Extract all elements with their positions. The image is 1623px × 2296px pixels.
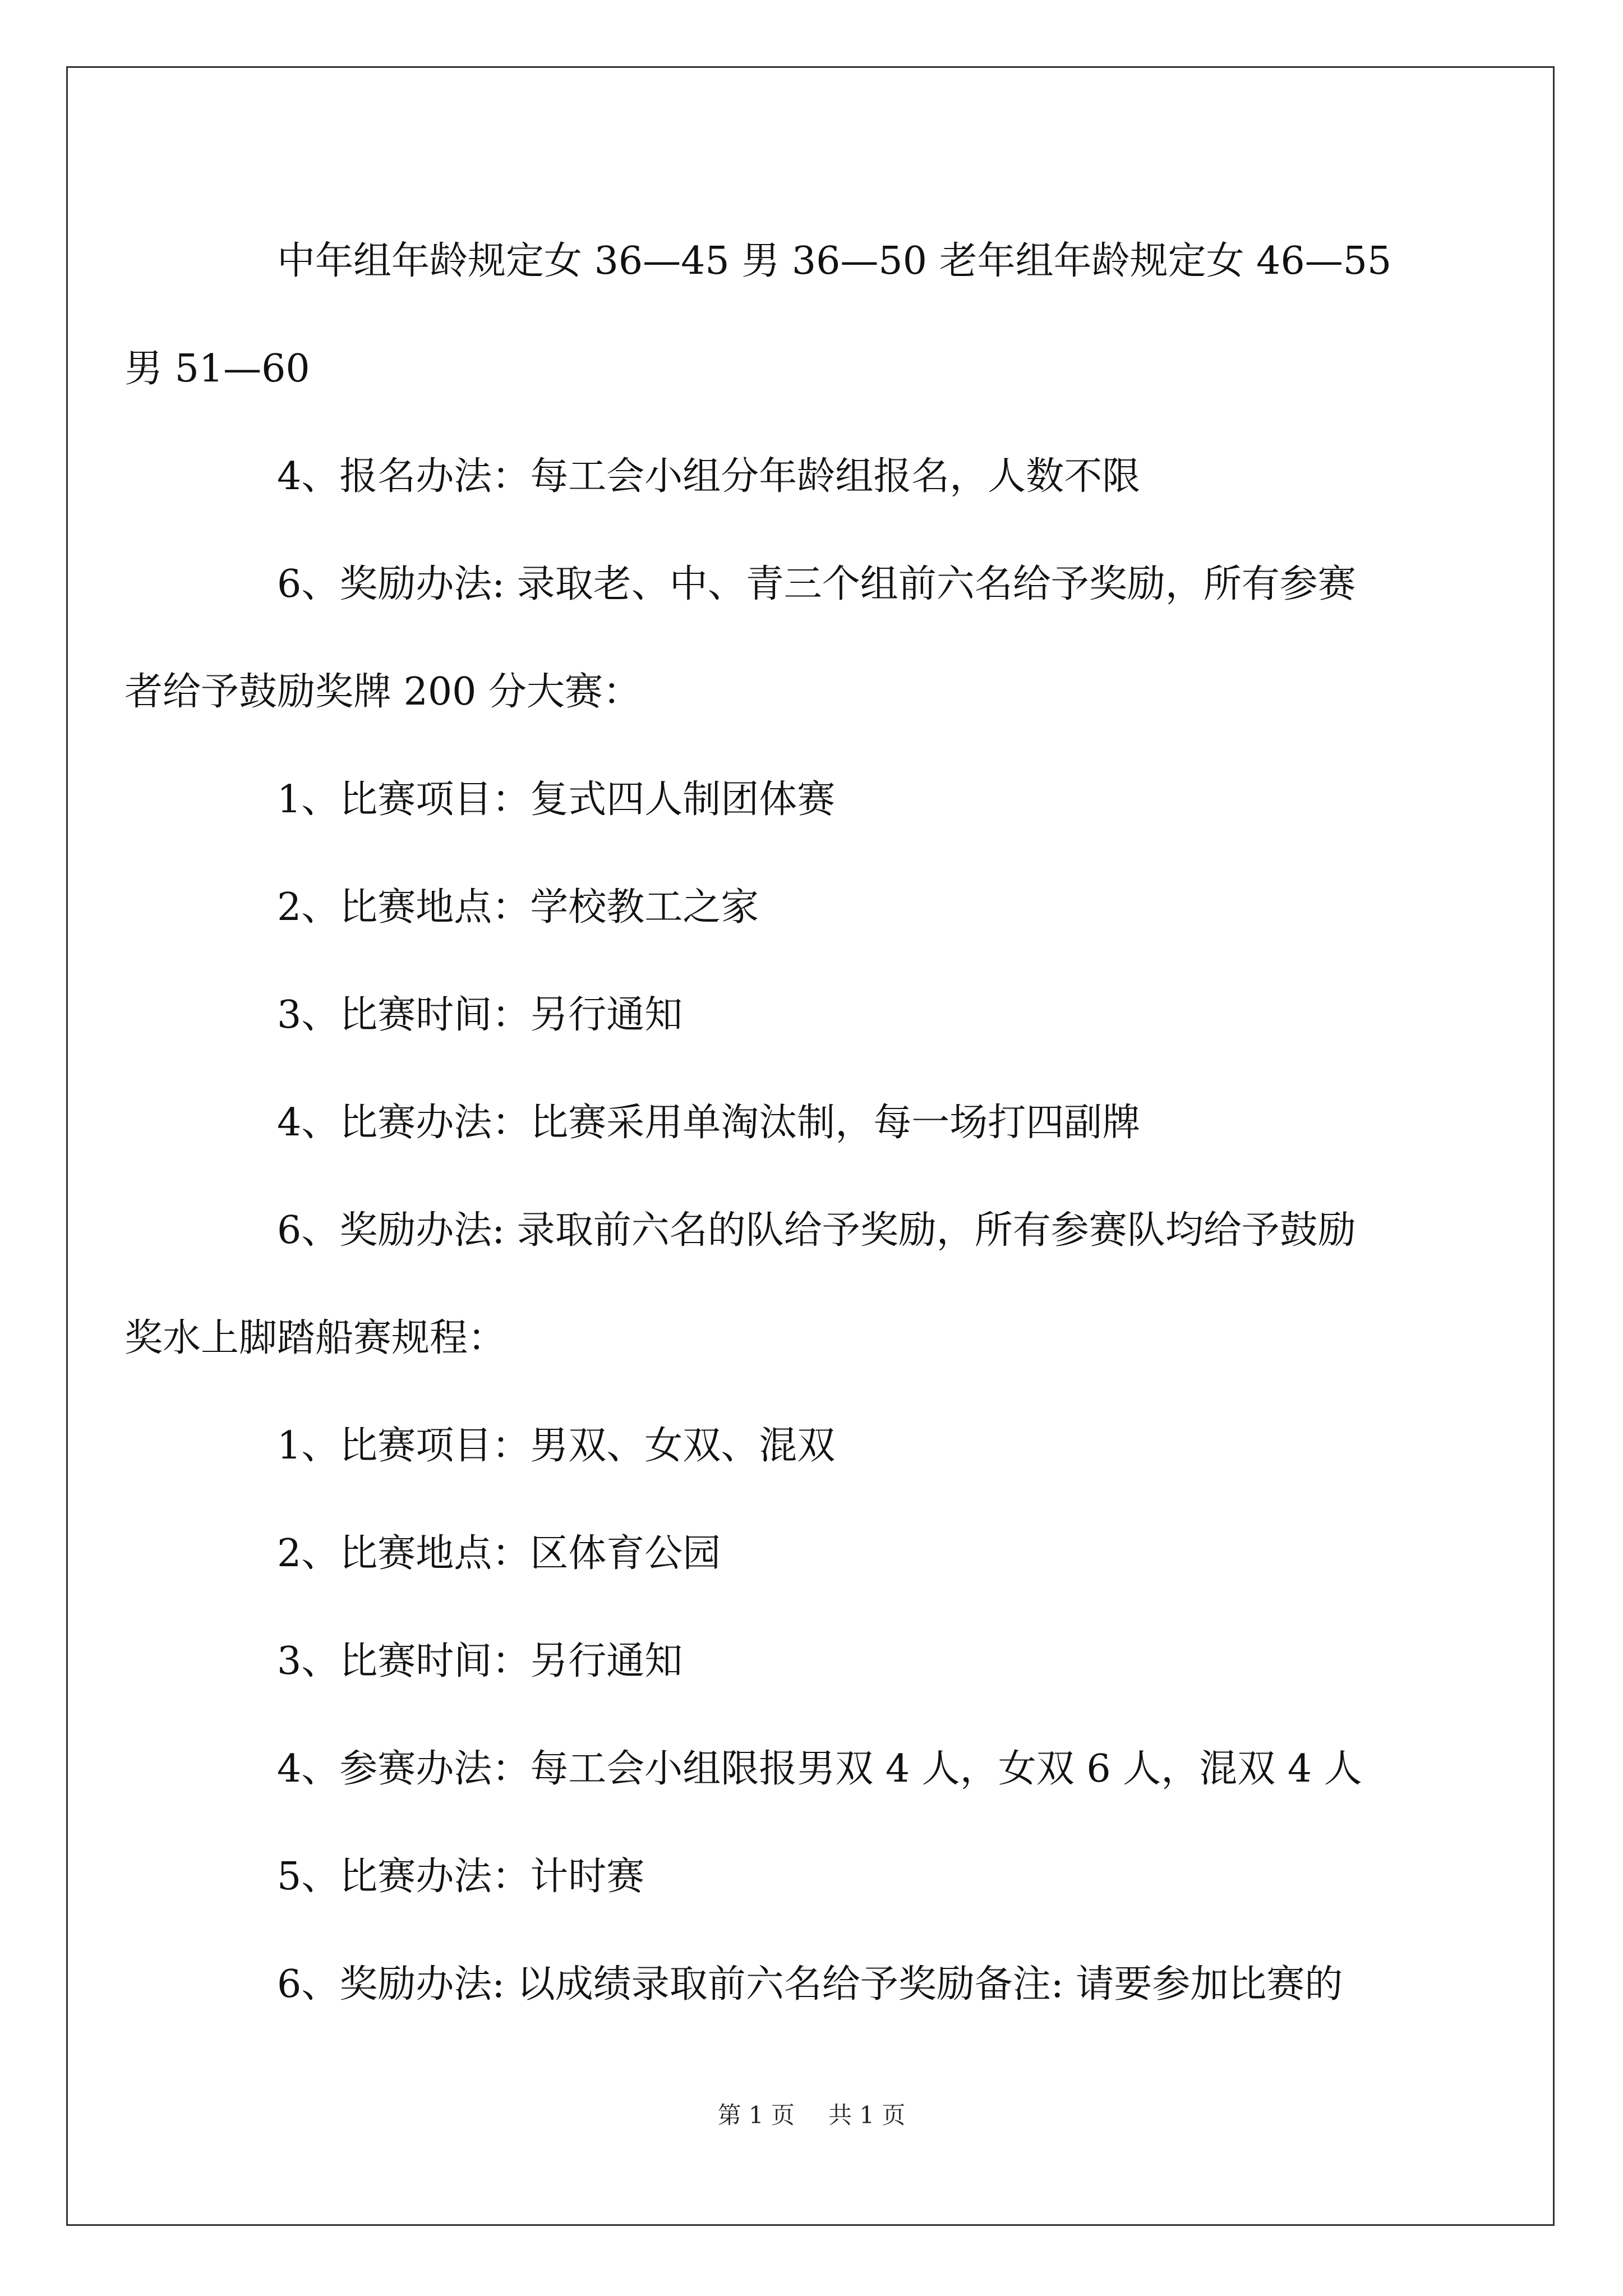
text-line: 2、比赛地点：学校教工之家: [277, 885, 759, 930]
text-line: 6、奖励办法: 录取前六名的队给予奖励，所有参赛队均给予鼓励: [277, 1208, 1356, 1253]
text-line: 4、报名办法：每工会小组分年龄组报名，人数不限: [277, 454, 1141, 499]
paragraph: [201, 1500, 1435, 1608]
text-line: 1、比赛项目：男双、女双、混双: [277, 1424, 836, 1468]
text-line: 4、参赛办法：每工会小组限报男双 4 人，女双 6 人，混双 4 人: [277, 1747, 1362, 1791]
text-line: 5、比赛办法：计时赛: [277, 1855, 645, 1899]
paragraph: [201, 961, 1435, 1069]
document-body: [125, 208, 1435, 2039]
paragraph: [201, 1069, 1435, 1177]
paragraph: [201, 1931, 1435, 2039]
paragraph: [201, 1823, 1435, 1931]
text-line: 3、比赛时间：另行通知: [277, 1639, 683, 1683]
text-line: 者给予鼓励奖牌 200 分大赛：: [125, 670, 642, 714]
text-line: 1、比赛项目：复式四人制团体赛: [277, 777, 836, 822]
paragraph: [125, 208, 1435, 423]
paragraph: [201, 1392, 1435, 1500]
text-line: 6、奖励办法: 以成绩录取前六名给予奖励备注: 请要参加比赛的: [277, 1962, 1343, 2007]
paragraph: [125, 1177, 1435, 1392]
text-line: 2、比赛地点：区体育公园: [277, 1531, 721, 1576]
text-line: 3、比赛时间：另行通知: [277, 993, 683, 1037]
page-number-total: 共 1 页: [828, 2101, 906, 2129]
paragraph: [201, 1715, 1435, 1823]
text-line: 男 51—60: [125, 347, 310, 391]
text-line: 中年组年龄规定女 36—45 男 36—50 老年组年龄规定女 46—55: [277, 239, 1392, 283]
paragraph: [201, 423, 1435, 531]
text-line: 4、比赛办法：比赛采用单淘汰制，每一场打四副牌: [277, 1101, 1141, 1145]
paragraph: [201, 854, 1435, 961]
page-footer: [0, 2097, 1623, 2131]
text-line: 6、奖励办法: 录取老、中、青三个组前六名给予奖励，所有参赛: [277, 562, 1356, 606]
page-number-current: 第 1 页: [717, 2101, 795, 2129]
paragraph: [125, 531, 1435, 746]
text-line: 奖水上脚踏船赛规程：: [125, 1316, 506, 1360]
paragraph: [201, 1608, 1435, 1715]
paragraph: [201, 746, 1435, 854]
